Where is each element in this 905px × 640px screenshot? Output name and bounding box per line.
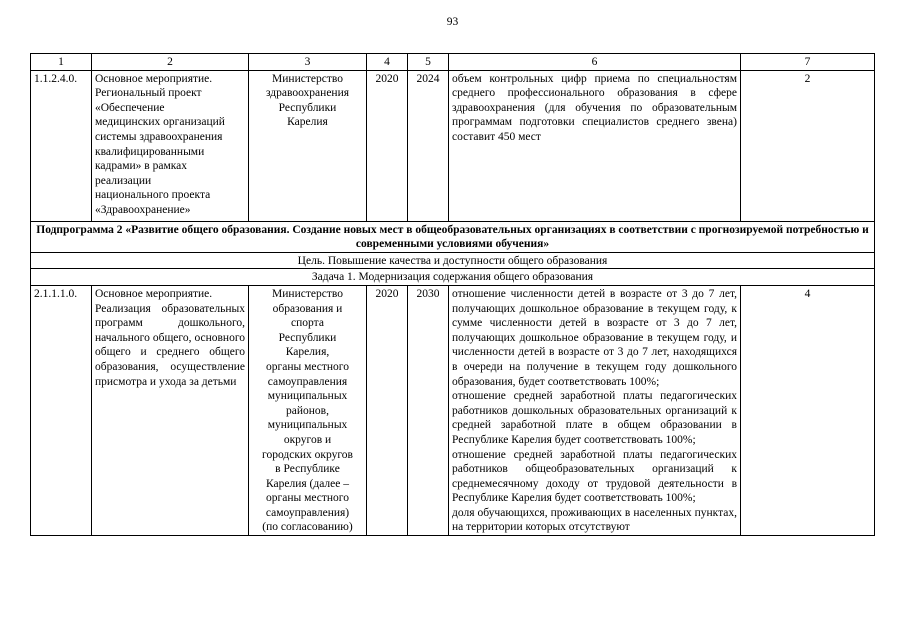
event-name: Основное мероприятие. Региональный проект «Обеспечение медицинских организаций системы здравоохранения квалифицированными кадрами» в рамках реализации национального проекта «Здравоохранение» — [92, 70, 249, 221]
expected-result: объем контрольных цифр приема по специальностям среднего профессионального образования в сфере здравоохранения (для обучения по образовательным программам подготовки специалистов среднего звена) составит 450 мест — [449, 70, 741, 221]
executor: Министерство образования и спорта Республики Карелия, органы местного самоуправления муниципальных районов, муниципальных округов и городских округов в Республике Карелия (далее – органы местного самоуправления) (по согласованию) — [249, 285, 367, 535]
task-row — [31, 269, 875, 286]
program-table — [30, 53, 875, 536]
table-row — [31, 70, 875, 221]
column-header: 6 — [449, 54, 741, 71]
table-row — [31, 285, 875, 535]
end-year: 2030 — [408, 285, 449, 535]
page-number: 93 — [446, 16, 459, 28]
goal-row — [31, 252, 875, 269]
subprogram-title: Подпрограмма 2 «Развитие общего образования. Создание новых мест в общеобразовательных организациях в соответствии с прогнозируемой потребностью и современными условиями обучения» — [31, 221, 875, 252]
event-title: Основное мероприятие. — [95, 287, 213, 300]
column-header-row — [31, 54, 875, 71]
indicator-link: 2 — [741, 70, 875, 221]
result-item: отношение численности детей в возрасте от 3 до 7 лет, получающих дошкольное образование в текущем году, к сумме численности детей в возрасте от 3 до 7 лет, получающих дошкольное образование в текущем году, и численности детей в возрасте от 3 до 7 лет, находящихся в очереди на получение в текущем году дошкольного образования, будет соответствовать 100%; — [452, 287, 737, 388]
end-year: 2024 — [408, 70, 449, 221]
column-header: 7 — [741, 54, 875, 71]
indicator-link: 4 — [741, 285, 875, 535]
result-item: доля обучающихся, проживающих в населенных пунктах, на территории которых отсутствуют — [452, 506, 737, 534]
expected-result — [449, 285, 741, 535]
column-header: 2 — [92, 54, 249, 71]
executor: Министерство здравоохранения Республики Карелия — [249, 70, 367, 221]
event-name — [92, 285, 249, 535]
column-header: 3 — [249, 54, 367, 71]
column-header: 1 — [31, 54, 92, 71]
column-header: 4 — [367, 54, 408, 71]
column-header: 5 — [408, 54, 449, 71]
task-text: Задача 1. Модернизация содержания общего образования — [31, 269, 875, 286]
result-item: отношение средней заработной платы педагогических работников общеобразовательных организаций к среднемесячному доходу от трудовой деятельности в Республике Карелия будет соответствовать 100%; — [452, 448, 737, 505]
event-code: 2.1.1.1.0. — [31, 285, 92, 535]
event-body: Реализация образовательных программ дошкольного, начального общего, основного общего и среднего общего образования, осуществление присмотра и ухода за детьми — [95, 302, 245, 388]
start-year: 2020 — [367, 70, 408, 221]
start-year: 2020 — [367, 285, 408, 535]
subprogram-row — [31, 221, 875, 252]
goal-text: Цель. Повышение качества и доступности общего образования — [31, 252, 875, 269]
result-item: отношение средней заработной платы педагогических работников дошкольных образовательных организаций к средней заработной плате в общем образовании в Республике Карелия будет соответствовать 100%; — [452, 390, 737, 446]
event-code: 1.1.2.4.0. — [31, 70, 92, 221]
